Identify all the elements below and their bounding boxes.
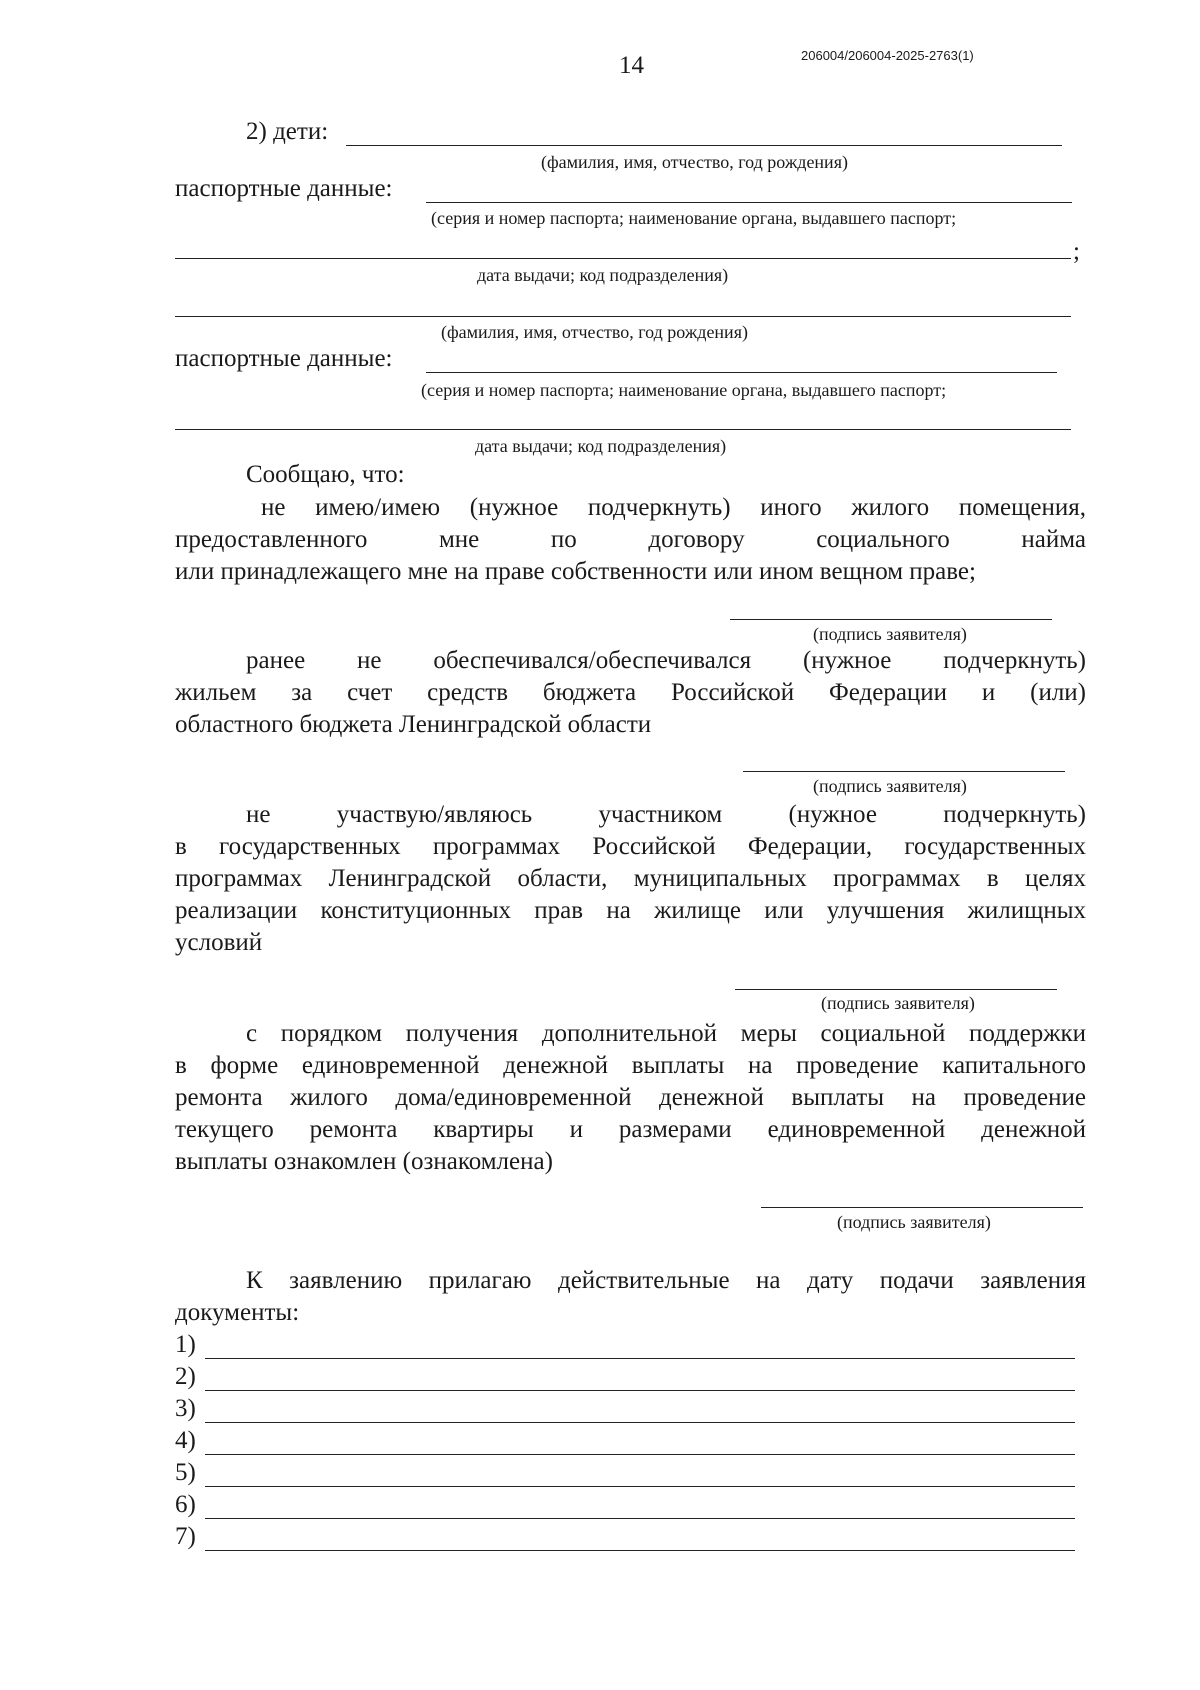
passport-line-3 <box>426 372 1057 373</box>
attachment-number: 7) <box>175 1523 196 1550</box>
attachment-line <box>205 1486 1075 1487</box>
p2-line-2: жильем за счет средств бюджета Российской Федерации и (или) <box>175 679 1086 706</box>
p2-line-3: областного бюджета Ленинградской области <box>175 711 652 738</box>
caption-passport-2: (серия и номер паспорта; наименование органа, выдавшего паспорт; <box>421 380 947 400</box>
caption-issue-2: дата выдачи; код подразделения) <box>475 436 727 456</box>
passport-label-2: паспортные данные: <box>175 345 393 372</box>
document-id: 206004/206004-2025-2763(1) <box>801 48 974 63</box>
p4-line-1: с порядком получения дополнительной меры социальной поддержки <box>246 1020 1086 1047</box>
attachment-line <box>205 1390 1075 1391</box>
semicolon-1: ; <box>1073 238 1080 265</box>
attachment-number: 5) <box>175 1459 196 1486</box>
children-fio-line-1 <box>346 145 1062 146</box>
p4-line-2: в форме единовременной денежной выплаты на проведение капитального <box>175 1052 1086 1079</box>
attachment-line <box>205 1550 1075 1551</box>
p3-line-1: не участвую/являюсь участником (нужное подчеркнуть) <box>246 801 1086 828</box>
p3-line-5: условий <box>175 929 263 956</box>
caption-passport-1: (серия и номер паспорта; наименование органа, выдавшего паспорт; <box>431 208 957 228</box>
attachment-number: 3) <box>175 1395 196 1422</box>
p4-line-3: ремонта жилого дома/единовременной денежной выплаты на проведение <box>175 1084 1086 1111</box>
p3-line-3: программах Ленинградской области, муниципальных программах в целях <box>175 865 1086 892</box>
caption-fio-1: (фамилия, имя, отчество, год рождения) <box>541 152 848 172</box>
attachment-number: 1) <box>175 1331 196 1358</box>
signature-caption-1: (подпись заявителя) <box>813 624 967 644</box>
p4-line-4: текущего ремонта квартиры и размерами единовременной денежной <box>175 1116 1086 1143</box>
signature-line-2 <box>743 771 1065 772</box>
attachments-intro-2: документы: <box>175 1299 300 1326</box>
passport-line-1 <box>426 202 1072 203</box>
p2-line-1: ранее не обеспечивался/обеспечивался (нужное подчеркнуть) <box>246 647 1086 674</box>
p1-line-2: предоставленного мне по договору социального найма <box>175 526 1086 553</box>
children-label: 2) дети: <box>246 118 329 145</box>
signature-caption-4: (подпись заявителя) <box>837 1212 991 1232</box>
signature-line-3 <box>735 989 1057 990</box>
signature-line-1 <box>730 619 1052 620</box>
attachment-line <box>205 1454 1075 1455</box>
passport-line-4 <box>175 429 1071 430</box>
page-number: 14 <box>619 52 644 79</box>
signature-caption-2: (подпись заявителя) <box>813 776 967 796</box>
p3-line-4: реализации конституционных прав на жилище или улучшения жилищных <box>175 897 1086 924</box>
p1-line-1: не имею/имею (нужное подчеркнуть) иного жилого помещения, <box>261 494 1086 521</box>
attachment-line <box>205 1358 1075 1359</box>
attachment-number: 2) <box>175 1363 196 1390</box>
attachments-intro-1: К заявлению прилагаю действительные на дату подачи заявления <box>246 1267 1086 1294</box>
attachment-number: 6) <box>175 1491 196 1518</box>
attachment-number: 4) <box>175 1427 196 1454</box>
children-fio-line-2 <box>175 316 1071 317</box>
declaration-intro: Сообщаю, что: <box>246 461 405 488</box>
signature-line-4 <box>761 1207 1083 1208</box>
passport-line-2 <box>175 258 1071 259</box>
p1-line-3: или принадлежащего мне на праве собственности или ином вещном праве; <box>175 558 976 585</box>
passport-label-1: паспортные данные: <box>175 175 393 202</box>
p4-line-5: выплаты ознакомлен (ознакомлена) <box>175 1148 553 1175</box>
p3-line-2: в государственных программах Российской Федерации, государственных <box>175 833 1086 860</box>
caption-fio-2: (фамилия, имя, отчество, год рождения) <box>441 322 748 342</box>
attachment-line <box>205 1422 1075 1423</box>
caption-issue-1: дата выдачи; код подразделения) <box>477 265 729 285</box>
signature-caption-3: (подпись заявителя) <box>821 993 975 1013</box>
attachment-line <box>205 1518 1075 1519</box>
